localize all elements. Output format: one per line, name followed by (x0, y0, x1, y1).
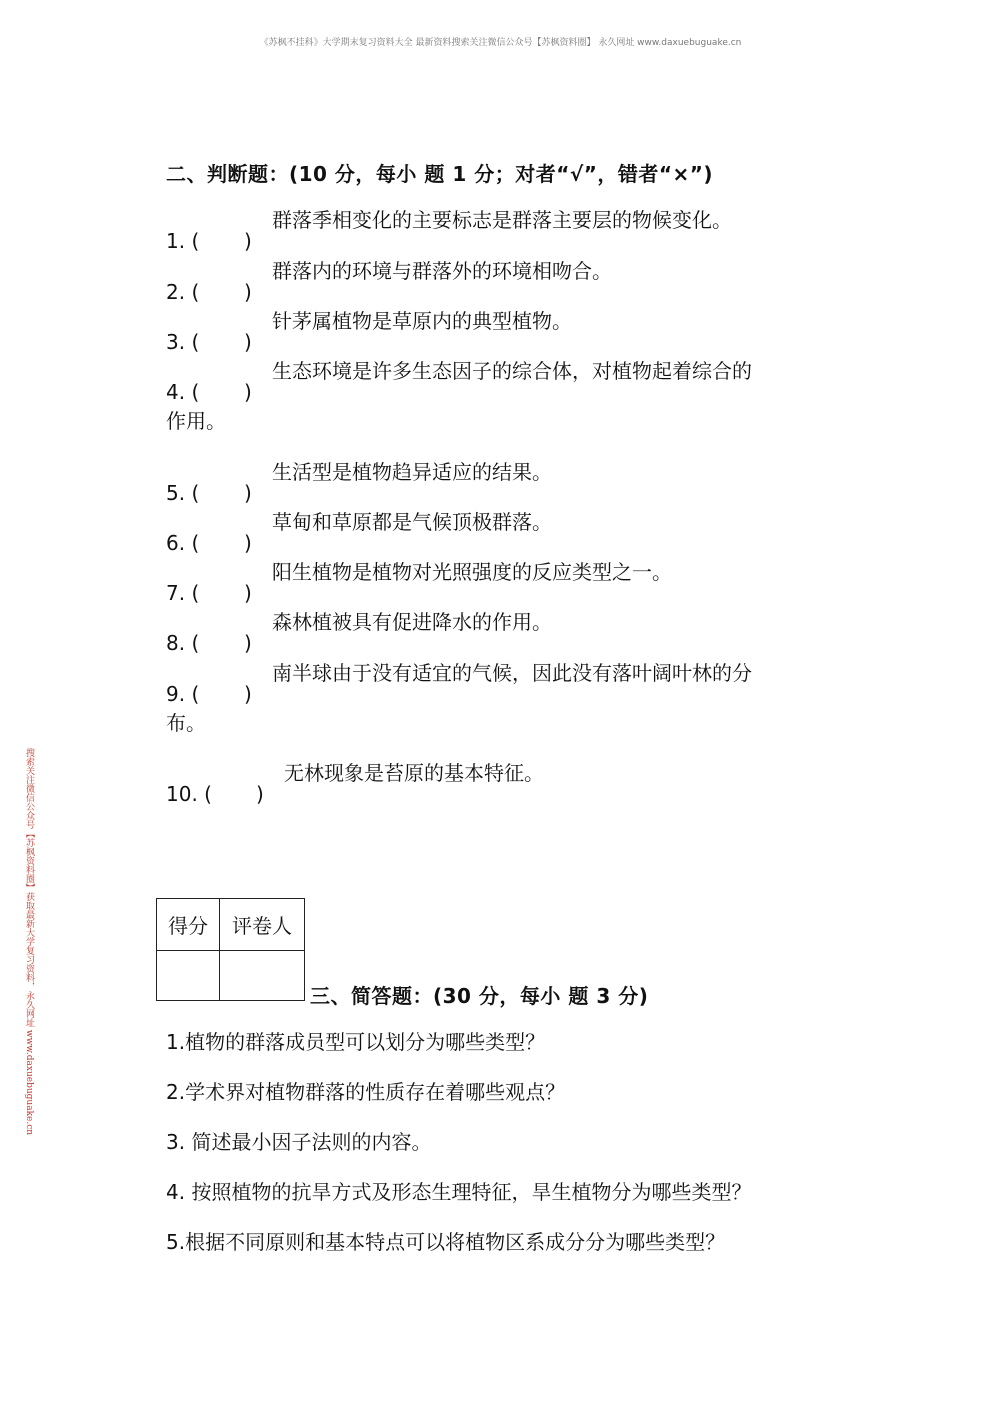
item-text: 针茅属植物是草原内的典型植物。 (272, 309, 572, 333)
judgment-item-10: 10. ( ) 无林现象是苔原的基本特征。 (166, 761, 544, 806)
short-answer-item-5: 5.根据不同原则和基本特点可以将植物区系成分分为哪些类型？ (166, 1230, 726, 1254)
item-text: 南半球由于没有适宜的气候，因此没有落叶阔叶林的分 (272, 661, 752, 685)
short-answer-item-3: 3. 简述最小因子法则的内容。 (166, 1130, 432, 1154)
short-answer-item-4: 4. 按照植物的抗旱方式及形态生理特征，旱生植物分为哪些类型？ (166, 1180, 752, 1204)
item-text: 森林植被具有促进降水的作用。 (272, 610, 552, 634)
item-text: 群落内的环境与群落外的环境相吻合。 (272, 259, 612, 283)
judgment-item-3: 3. ( ) 针茅属植物是草原内的典型植物。 (166, 309, 572, 354)
score-table (156, 898, 305, 1001)
judgment-section-title: 二、判断题：(10 分，每小 题 1 分；对者“√”，错者“×”) (166, 162, 714, 186)
judgment-item-1: 1. ( ) 群落季相变化的主要标志是群落主要层的物候变化。 (166, 208, 732, 253)
judgment-item-9-continuation: 布。 (166, 711, 206, 735)
item-text: 阳生植物是植物对光照强度的反应类型之一。 (272, 560, 672, 584)
item-text: 草甸和草原都是气候顶极群落。 (272, 510, 552, 534)
item-text: 生态环境是许多生态因子的综合体，对植物起着综合的 (272, 359, 752, 383)
item-text: 无林现象是苔原的基本特征。 (284, 761, 544, 785)
judgment-item-2: 2. ( ) 群落内的环境与群落外的环境相吻合。 (166, 259, 612, 304)
grader-value-cell (220, 951, 305, 1001)
header-watermark: 《苏枫不挂科》大学期末复习资料大全 最新资料搜索关注微信公众号【苏枫资料圈】 永久网址 www.daxuebuguake.cn (259, 38, 742, 48)
judgment-item-4-continuation: 作用。 (166, 409, 226, 433)
side-watermark: 搜索关注微信公众号【苏枫资料圈】获取最新大学复习资料，永久网址 www.daxuebuguake.cn (24, 748, 34, 1136)
short-answer-item-2: 2.学术界对植物群落的性质存在着哪些观点？ (166, 1080, 566, 1104)
score-header-cell: 得分 (157, 899, 220, 951)
item-text: 群落季相变化的主要标志是群落主要层的物候变化。 (272, 208, 732, 232)
grader-header-cell: 评卷人 (220, 899, 305, 951)
judgment-item-9: 9. ( ) 南半球由于没有适宜的气候，因此没有落叶阔叶林的分 (166, 661, 752, 706)
score-value-cell (157, 951, 220, 1001)
judgment-item-7: 7. ( ) 阳生植物是植物对光照强度的反应类型之一。 (166, 560, 672, 605)
judgment-item-6: 6. ( ) 草甸和草原都是气候顶极群落。 (166, 510, 552, 555)
short-answer-section-title: 三、简答题：(30 分，每小 题 3 分) (310, 984, 649, 1008)
short-answer-item-1: 1.植物的群落成员型可以划分为哪些类型？ (166, 1030, 546, 1054)
item-text: 生活型是植物趋异适应的结果。 (272, 460, 552, 484)
judgment-item-4: 4. ( ) 生态环境是许多生态因子的综合体，对植物起着综合的 (166, 359, 752, 404)
judgment-item-5: 5. ( ) 生活型是植物趋异适应的结果。 (166, 460, 552, 505)
judgment-item-8: 8. ( ) 森林植被具有促进降水的作用。 (166, 610, 552, 655)
